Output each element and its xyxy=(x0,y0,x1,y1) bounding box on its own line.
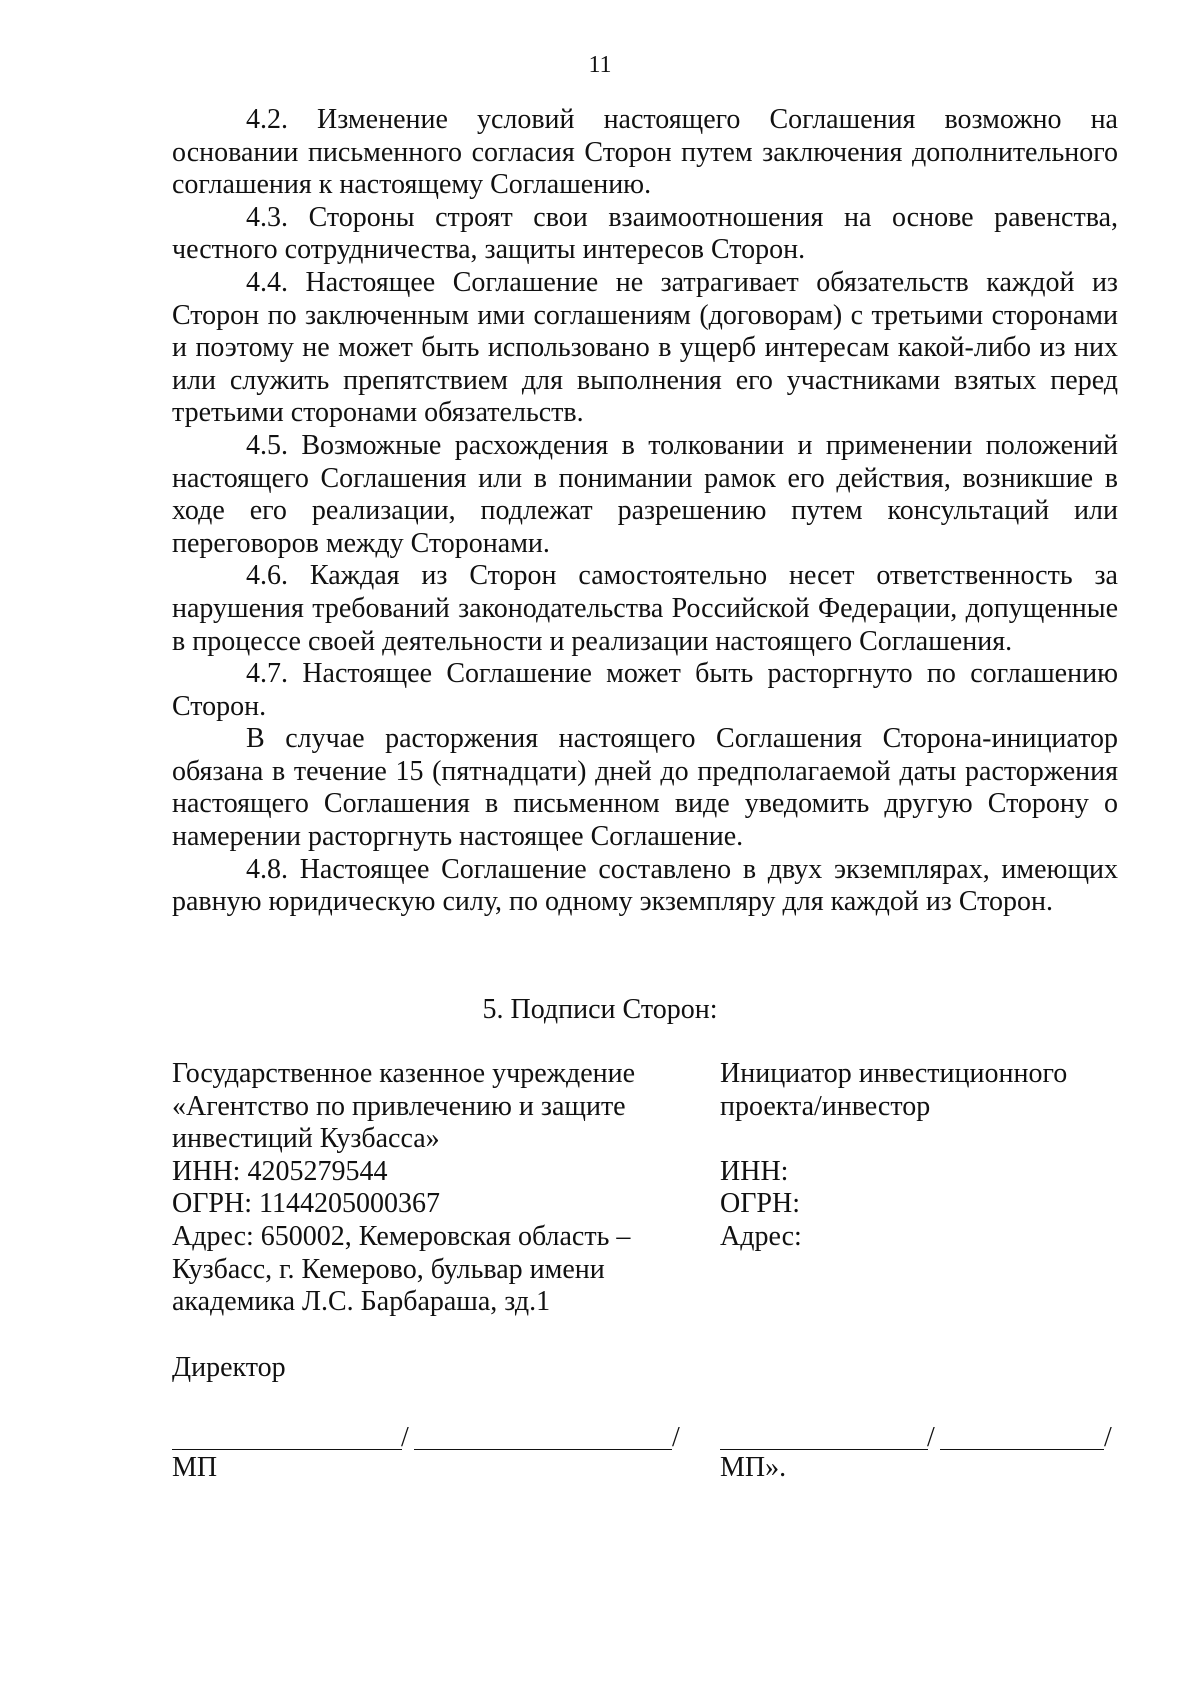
left-party-inn: ИНН: 4205279544 xyxy=(172,1155,388,1187)
clause-4-7: 4.7. Настоящее Соглашение может быть расторгнуто по соглашению Сторон. xyxy=(172,658,1118,722)
right-party-inn: ИНН: xyxy=(720,1155,789,1187)
left-signature-line xyxy=(172,1449,402,1450)
left-party-address-line: Адрес: 650002, Кемеровская область – xyxy=(172,1220,631,1252)
left-signature-separator: / xyxy=(401,1422,409,1453)
right-party-name-line: проекта/инвестор xyxy=(720,1090,931,1122)
left-name-line xyxy=(414,1449,672,1450)
agreement-body xyxy=(172,104,1118,919)
right-name-end-slash: / xyxy=(1104,1422,1112,1453)
left-party-name-line: Государственное казенное учреждение xyxy=(172,1058,636,1089)
left-party-name-line: инвестиций Кузбасса» xyxy=(172,1123,440,1155)
page-number: 11 xyxy=(588,52,612,78)
left-party-name-line: «Агентство по привлечению и защите xyxy=(172,1090,626,1122)
right-seal-label: МП». xyxy=(720,1452,787,1483)
clause-4-3: 4.3. Стороны строят свои взаимоотношения на основе равенства, честного сотрудничества, защиты интересов Сторон. xyxy=(172,201,1118,266)
right-signature-row xyxy=(720,1418,1120,1454)
right-party-name-line: Инициатор инвестиционного xyxy=(720,1058,1068,1089)
right-party-address: Адрес: xyxy=(720,1220,802,1252)
clause-4-6: 4.6. Каждая из Сторон самостоятельно несет ответственность за нарушения требований законодательства Российской Федерации, допущенные в процессе своей деятельности и реализации настоящего Соглашения. xyxy=(172,560,1118,657)
right-party-spacer xyxy=(720,1123,1120,1156)
left-party-ogrn: ОГРН: 1144205000367 xyxy=(172,1188,440,1220)
left-party-address-line: академика Л.С. Барбараша, зд.1 xyxy=(172,1286,551,1318)
clause-4-4: 4.4. Настоящее Соглашение не затрагивает обязательств каждой из Сторон по заключенным ими соглашениям (договорам) с третьими сторонами и поэтому не может быть использовано в ущерб интересам какой-либо из них или служить препятствием для выполнения его участниками взятых перед третьими сторонами обязательств. xyxy=(172,266,1118,429)
clause-4-2: 4.2. Изменение условий настоящего Соглашения возможно на основании письменного согласия Сторон путем заключения дополнительного соглашения к настоящему Соглашению. xyxy=(172,104,1118,201)
clause-4-5: 4.5. Возможные расхождения в толковании и применении положений настоящего Соглашения или в понимании рамок его действия, возникшие в ходе его реализации, подлежат разрешению путем консультаций или переговоров между Сторонами. xyxy=(172,429,1118,559)
right-signature-line xyxy=(720,1449,928,1450)
clause-4-7-termination: В случае расторжения настоящего Соглашения Сторона-инициатор обязана в течение 15 (пятнадцати) дней до предполагаемой даты расторжения настоящего Соглашения в письменном виде уведомить другую Сторону о намерении расторгнуть настоящее Соглашение. xyxy=(172,723,1118,853)
clause-4-8: 4.8. Настоящее Соглашение составлено в двух экземплярах, имеющих равную юридическую силу, по одному экземпляру для каждой из Сторон. xyxy=(172,853,1118,918)
right-signature-separator: / xyxy=(927,1422,935,1453)
section-title: 5. Подписи Сторон: xyxy=(482,994,718,1025)
right-name-line xyxy=(940,1449,1104,1450)
left-party-block xyxy=(172,1058,692,1319)
right-party-ogrn: ОГРН: xyxy=(720,1188,800,1220)
right-party-block xyxy=(720,1058,1120,1254)
left-name-end-slash: / xyxy=(672,1422,680,1453)
left-signature-row xyxy=(172,1418,692,1454)
left-seal-label: МП xyxy=(172,1452,218,1483)
left-party-position: Директор xyxy=(172,1352,286,1383)
left-party-address-line: Кузбасс, г. Кемерово, бульвар имени xyxy=(172,1253,605,1285)
